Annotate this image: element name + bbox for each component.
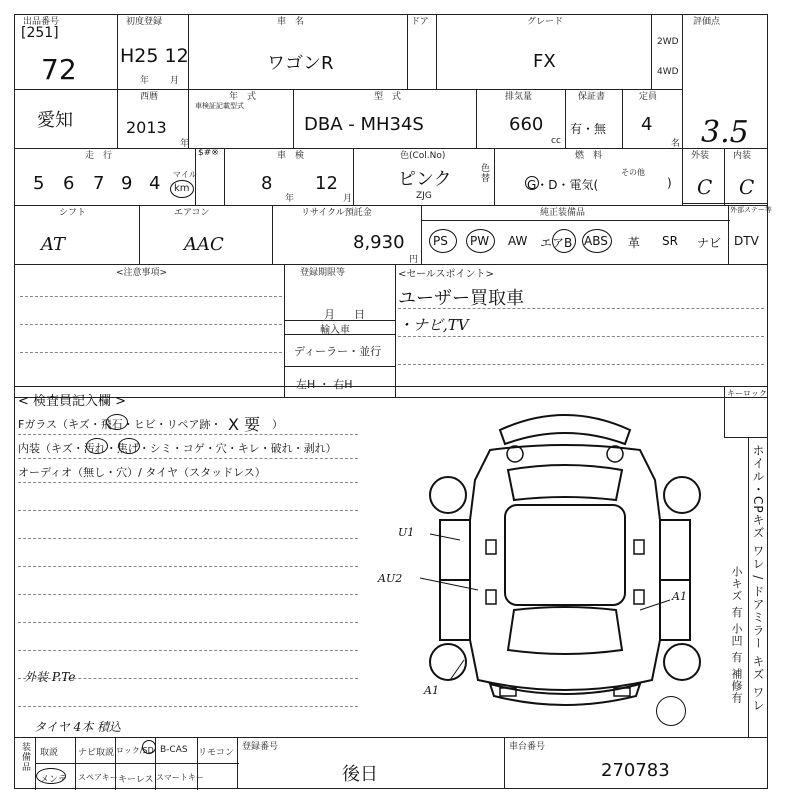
score-value: 3.5 (701, 115, 749, 150)
color-code: ZJG (416, 191, 432, 201)
fuel-value: G・D・電気( (527, 178, 599, 192)
first-reg-value: H25 12 (120, 45, 189, 67)
first-reg-cell (117, 14, 189, 90)
equip-pw: PW (470, 234, 490, 248)
footer-col-divider-0 (35, 738, 36, 790)
insp-line-c (18, 482, 358, 483)
footer-col-divider-1 (75, 738, 76, 790)
insp-line-d (18, 510, 358, 511)
car-name-value: ワゴンR (267, 53, 334, 74)
footer-top-1: ナビ取説 (78, 748, 115, 758)
capacity-cell (622, 89, 683, 149)
grade-value: FX (533, 51, 556, 72)
footer-top-4: リモコン (198, 748, 235, 758)
hand-tire: タイヤ 4本 積込 (34, 720, 122, 734)
equip-pw-circle (466, 229, 495, 253)
recycle-value: 8,930 (353, 232, 405, 253)
sales-line-3 (398, 364, 764, 365)
footer-equip-label: 装備品 (20, 742, 30, 772)
seireki-label: 西暦 (140, 92, 159, 102)
inspection-title: < 検査員記入欄 > (18, 394, 127, 409)
equip-navi: ナビ (697, 236, 722, 250)
interior-cell (724, 148, 768, 206)
hand-gaisou: 外装 P.Te (24, 670, 76, 684)
reg-divider-2 (284, 334, 396, 335)
note-line-1 (20, 296, 282, 297)
footer-top-0: 取説 (40, 748, 59, 758)
interior-label: 内装 (733, 151, 752, 161)
inspection-year-unit: 年 (285, 194, 295, 204)
warranty-value: 有・無 (570, 122, 607, 136)
interior-value: C (739, 175, 755, 199)
warranty-label: 保証書 (578, 92, 606, 102)
vertical-divider (748, 437, 749, 737)
footer-top-3: B-CAS (160, 745, 188, 755)
fuel-label: 燃 料 (575, 151, 603, 161)
reg-divider-3 (284, 366, 396, 367)
footer-bottom-2: キーレス (118, 775, 154, 785)
burn-circle (118, 438, 140, 454)
mileage-label: 走 行 (85, 151, 113, 161)
equip-leather: 革 (628, 236, 641, 250)
keylock-label: キーロック (727, 389, 767, 398)
mente-circle (36, 768, 66, 784)
cc-unit: cc (551, 136, 561, 146)
vertical-note-2: 小キズ 有 小凹 有 補修有 (730, 566, 743, 704)
equip-dtv: DTV (734, 234, 759, 248)
insp-line-e (18, 538, 358, 539)
insp-line-f (18, 566, 358, 567)
note-line-3 (20, 352, 282, 353)
footer-bottom-3: スマートキー (156, 773, 204, 782)
equip-airbag-circle (552, 229, 576, 253)
aircon-cell (139, 205, 273, 265)
equipment-divider (422, 220, 730, 221)
car-name-cell (188, 14, 408, 90)
year-cell (117, 89, 189, 149)
sales-line-1 (398, 308, 764, 309)
equip-aw: AW (508, 234, 528, 248)
first-reg-label: 初度登録 (126, 17, 163, 27)
fuel-cell (494, 148, 683, 206)
displacement-label: 排気量 (505, 92, 533, 102)
reg-no-label: 登録番号 (242, 742, 279, 752)
lot-number: 72 (41, 53, 77, 86)
aircon-label: エアコン (174, 208, 210, 218)
mileage-digit-3: 7 (93, 173, 105, 194)
sanctions-label: $#※ (198, 148, 219, 158)
region-value: 愛知 (37, 110, 73, 131)
equip-abs: ABS (584, 234, 608, 248)
mark-au2: AU2 (378, 572, 403, 585)
color-value: ピンク (398, 169, 452, 190)
handle-value: 左H ・ 右H (296, 378, 353, 391)
color-change-label: 色替 (479, 163, 489, 183)
drive-cell (651, 14, 683, 90)
dealer-value: ディーラー・並行 (294, 345, 382, 358)
insp-line-h (18, 622, 358, 623)
note-line-2 (20, 324, 282, 325)
sales-line-2 (398, 336, 764, 337)
grade-cell (436, 14, 652, 90)
reg-deadline-label: 登録期限等 (300, 268, 346, 278)
equip-sr: SR (662, 234, 678, 248)
model-year-label: 年 式 (229, 92, 257, 102)
inspection-line-1-mark: X 要 (228, 415, 261, 434)
year-value: 2013 (126, 118, 167, 137)
inspection-line-2: 内装（キズ・汚れ・焦げ・シミ・コゲ・穴・キレ・破れ・剥れ） (18, 442, 337, 455)
keylock-circle (656, 696, 686, 726)
footer-chassis-cell (504, 737, 768, 789)
fuel-other: その他 (621, 168, 645, 177)
inspection-label: 車 検 (277, 151, 305, 161)
year-unit: 年 (180, 139, 190, 149)
inspection-cell (224, 148, 354, 206)
displacement-value: 660 (509, 114, 544, 135)
type-value: DBA - MH34S (304, 114, 424, 135)
model-year-note: 車検証記載型式 (195, 102, 244, 110)
grade-label: グレード (527, 17, 564, 27)
inspection-month-unit: 月 (343, 194, 353, 204)
equip-ps: PS (433, 234, 448, 248)
capacity-label: 定員 (639, 92, 658, 102)
mileage-digit-1: 5 (33, 173, 45, 194)
fuel-close: ) (667, 176, 672, 190)
shift-cell (14, 205, 140, 265)
car-name-label: 車 名 (277, 17, 305, 27)
aircon-value: AAC (184, 234, 224, 255)
sanctions-cell (195, 148, 225, 206)
equip-abs-circle (582, 229, 612, 253)
type-cell (293, 89, 477, 149)
footer-mid-divider (35, 763, 239, 764)
sales-point-label: <セールスポイント> (398, 269, 494, 280)
first-reg-year-unit: 年 (140, 76, 150, 86)
door-cell (407, 14, 437, 90)
exterior-cell (682, 148, 725, 206)
inspection-month: 12 (315, 173, 338, 194)
import-label: 輸入車 (320, 325, 350, 336)
displacement-cell (476, 89, 566, 149)
chassis-label: 車台番号 (509, 742, 546, 752)
lot-bracket: [251] (21, 25, 59, 41)
footer-reg-cell (237, 737, 505, 789)
km-unit: km (174, 183, 190, 194)
extra-label: 外部ステー等 (730, 206, 772, 214)
lot-cell (14, 14, 118, 90)
mileage-cell (14, 148, 196, 206)
sales-point-2: ・ナビ,TV (398, 316, 469, 334)
reg-day: 日 (354, 308, 365, 321)
color-label: 色(Col.No) (400, 151, 446, 161)
model-year-cell (188, 89, 294, 149)
footer-top-2: ロック/SD (116, 746, 154, 755)
chip-circle (106, 414, 128, 430)
inspection-year: 8 (261, 173, 273, 194)
region-cell (14, 89, 118, 149)
first-reg-month-unit: 月 (170, 76, 180, 86)
inspection-line-1-end: ） (272, 418, 283, 431)
recycle-cell (272, 205, 422, 265)
exterior-label: 外装 (691, 151, 710, 161)
insp-line-k (18, 706, 358, 707)
chassis-value: 270783 (601, 760, 670, 781)
shift-label: シフト (59, 208, 87, 218)
sales-point-1: ユーザー買取車 (398, 288, 524, 309)
inspection-line-3: オーディオ（無し・穴）/ タイヤ（スタッドレス） (18, 466, 266, 479)
mileage-digit-5: 4 (149, 173, 161, 194)
caution-label: <注意事項> (116, 268, 168, 278)
color-cell (353, 148, 495, 206)
drive-4wd: 4WD (657, 67, 679, 77)
mileage-digit-2: 6 (63, 173, 75, 194)
footer-bottom-0: メンテ (40, 775, 68, 785)
insp-line-a (18, 434, 358, 435)
keylock-cell (724, 386, 768, 438)
insp-line-i (18, 650, 358, 651)
door-label: ドア (411, 17, 429, 27)
exhibit-no-label: 出品番号 (23, 17, 60, 27)
recycle-unit: 円 (409, 255, 419, 265)
drive-2wd: 2WD (657, 37, 679, 47)
type-label: 型 式 (374, 92, 402, 102)
capacity-unit: 名 (671, 139, 681, 149)
mileage-digit-4: 9 (121, 173, 133, 194)
exterior-value: C (697, 175, 713, 199)
dirt-circle (86, 438, 108, 454)
insp-line-g (18, 594, 358, 595)
vertical-note-1: ホイル・CPキズ ワレ / ドアミラー キズ ワレ (751, 444, 765, 712)
reg-no-value: 後日 (342, 764, 378, 785)
car-diagram (420, 400, 710, 718)
score-label: 評価点 (693, 17, 721, 27)
mark-a1-bottom: A1 (424, 684, 439, 697)
equip-ps-circle (429, 229, 457, 253)
capacity-value: 4 (641, 114, 653, 135)
equipment-label: 純正装備品 (540, 208, 586, 218)
footer-bottom-1: スペアキー (78, 773, 118, 782)
mark-u1: U1 (398, 526, 415, 539)
inspection-line-1: Fガラス（キズ・飛石・ヒビ・リペア跡・ (18, 418, 222, 431)
insp-line-b (18, 458, 358, 459)
lock-circle (142, 740, 156, 754)
mark-a1-right: A1 (672, 590, 687, 603)
recycle-label: リサイクル預託金 (301, 208, 372, 218)
reg-month: 月 (324, 308, 335, 321)
warranty-cell (565, 89, 623, 149)
mile-unit: マイル (173, 170, 197, 179)
equip-airbag: エアB (540, 236, 573, 250)
shift-value: AT (41, 234, 66, 255)
